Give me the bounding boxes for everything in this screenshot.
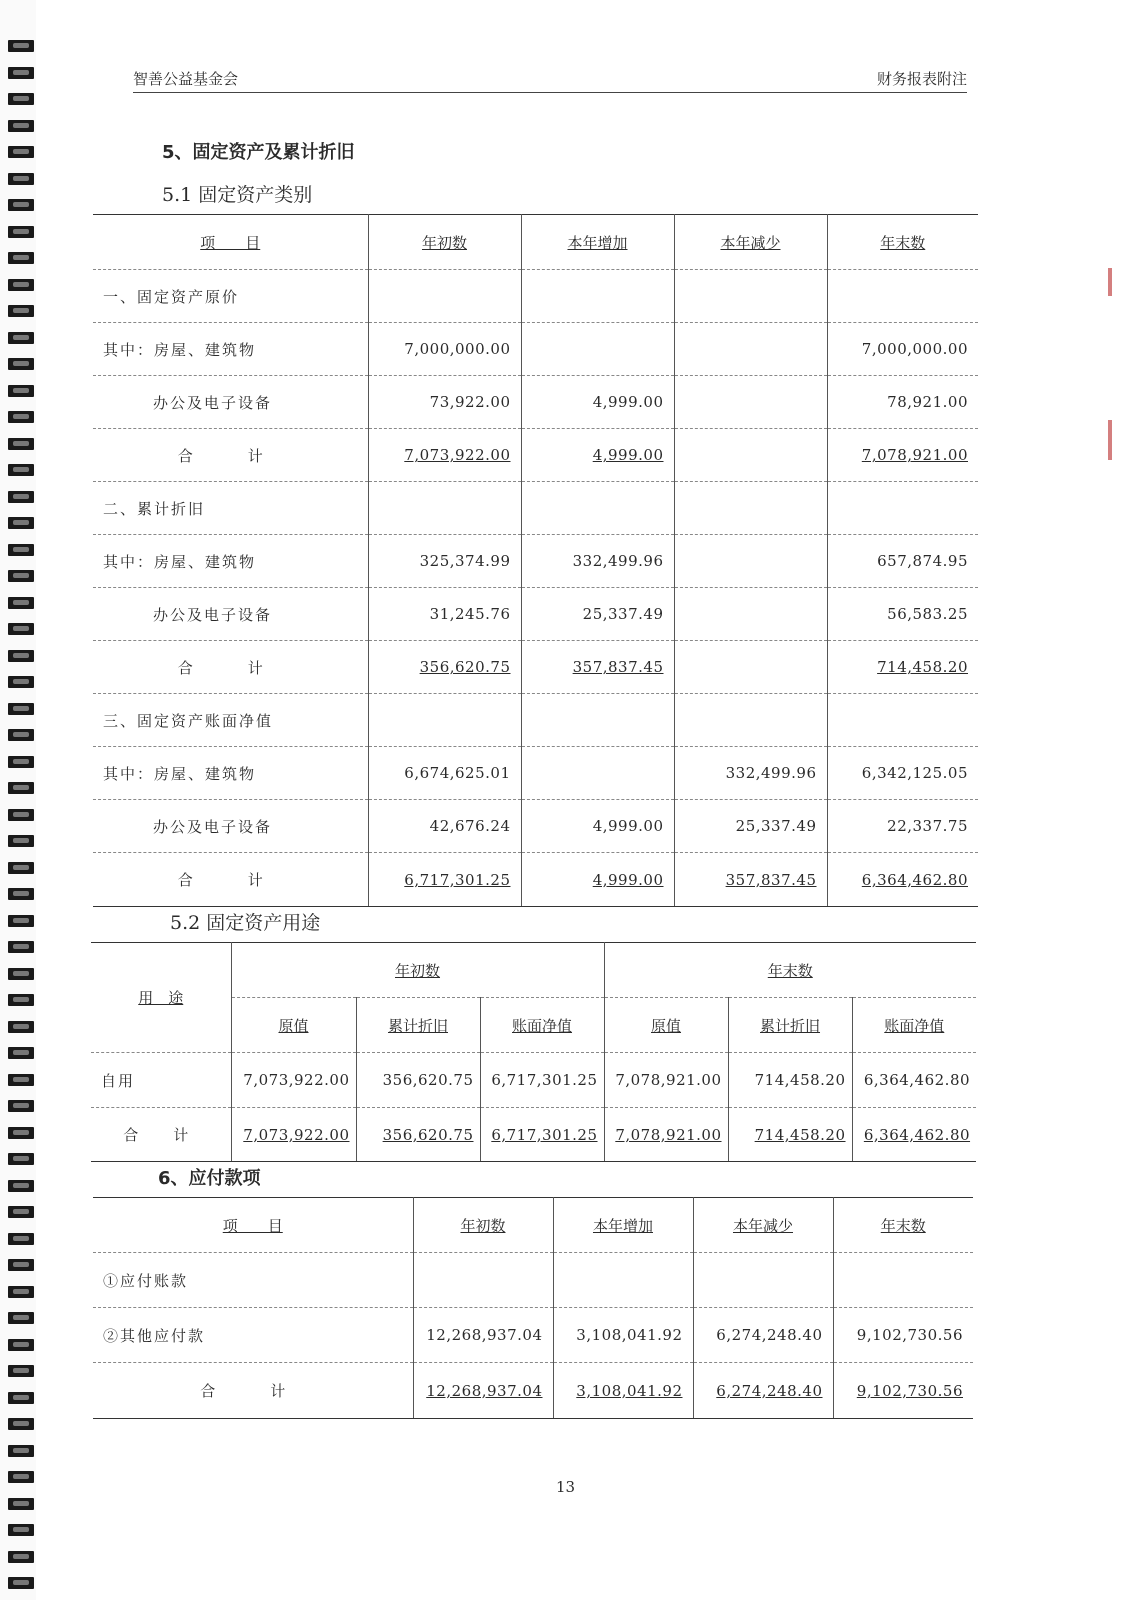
binding-ring (8, 703, 34, 715)
cell: 356,620.75 (356, 1108, 480, 1162)
binding-ring (8, 994, 34, 1006)
cell (833, 1253, 973, 1308)
cell: 9,102,730.56 (833, 1363, 973, 1419)
col-header: 年末数 (604, 943, 976, 998)
cell (368, 482, 521, 535)
cell: 12,268,937.04 (413, 1363, 553, 1419)
cell: 7,073,922.00 (231, 1108, 356, 1162)
cell (553, 1253, 693, 1308)
cell (674, 535, 827, 588)
margin-stamp-mark (1108, 420, 1112, 460)
cell: 42,676.24 (368, 800, 521, 853)
col-header: 本年减少 (693, 1198, 833, 1253)
binding-ring (8, 862, 34, 874)
table-header-row (91, 943, 976, 998)
row-label: 其中：房屋、建筑物 (93, 323, 368, 376)
col-header: 年初数 (368, 215, 521, 270)
cell: 714,458.20 (728, 1108, 852, 1162)
cell: 12,268,937.04 (413, 1308, 553, 1363)
binding-ring (8, 279, 34, 291)
cell: 9,102,730.56 (833, 1308, 973, 1363)
cell (674, 429, 827, 482)
cell: 6,717,301.25 (480, 1053, 604, 1108)
cell (827, 482, 978, 535)
binding-ring (8, 1206, 34, 1218)
row-label: 合 计 (93, 1363, 413, 1419)
binding-ring (8, 650, 34, 662)
col-header: 账面净值 (480, 998, 604, 1053)
fixed-asset-use-table (91, 942, 976, 1162)
col-header: 原值 (231, 998, 356, 1053)
table-total-row (93, 1363, 973, 1419)
col-header: 年末数 (827, 215, 978, 270)
cell: 6,364,462.80 (827, 853, 978, 907)
cell: 4,999.00 (521, 853, 674, 907)
binding-ring (8, 1074, 34, 1086)
table-row (93, 588, 978, 641)
col-header: 年末数 (833, 1198, 973, 1253)
binding-ring (8, 305, 34, 317)
cell (368, 270, 521, 323)
cell (674, 641, 827, 694)
table-row (93, 1253, 973, 1308)
margin-stamp-mark (1108, 268, 1112, 296)
cell: 7,073,922.00 (368, 429, 521, 482)
binding-ring (8, 1577, 34, 1589)
row-label: 办公及电子设备 (93, 800, 368, 853)
col-header: 年初数 (231, 943, 604, 998)
cell (827, 270, 978, 323)
table-row (93, 535, 978, 588)
cell: 6,674,625.01 (368, 747, 521, 800)
binding-ring (8, 1498, 34, 1510)
cell (674, 694, 827, 747)
cell (521, 270, 674, 323)
header-doc-title: 财务报表附注 (876, 70, 967, 88)
binding-ring (8, 1047, 34, 1059)
cell: 6,717,301.25 (480, 1108, 604, 1162)
binding-ring (8, 941, 34, 953)
binding-ring (8, 888, 34, 900)
header-org: 智善公益基金会 (133, 70, 239, 88)
cell: 3,108,041.92 (553, 1308, 693, 1363)
col-header: 项 目 (93, 215, 368, 270)
binding-ring (8, 1524, 34, 1536)
binding-ring (8, 835, 34, 847)
cell: 7,078,921.00 (604, 1053, 728, 1108)
binding-ring (8, 120, 34, 132)
binding-ring (8, 1180, 34, 1192)
cell: 4,999.00 (521, 429, 674, 482)
binding-ring (8, 1365, 34, 1377)
binding-ring (8, 570, 34, 582)
binding-ring (8, 411, 34, 423)
row-label: 办公及电子设备 (93, 376, 368, 429)
binding-ring (8, 544, 34, 556)
binding-ring (8, 1392, 34, 1404)
binding-ring (8, 1418, 34, 1430)
cell (521, 747, 674, 800)
binding-ring (8, 1021, 34, 1033)
cell: 6,274,248.40 (693, 1363, 833, 1419)
cell: 7,000,000.00 (368, 323, 521, 376)
row-label: 合 计 (91, 1108, 231, 1162)
row-label: 其中：房屋、建筑物 (93, 535, 368, 588)
table-total-row (93, 429, 978, 482)
page-number: 13 (555, 1478, 576, 1496)
cell: 22,337.75 (827, 800, 978, 853)
fixed-asset-category-table (93, 214, 978, 907)
cell (368, 694, 521, 747)
cell (674, 270, 827, 323)
cell: 31,245.76 (368, 588, 521, 641)
table-row (93, 376, 978, 429)
table-row (93, 270, 978, 323)
table-row (93, 482, 978, 535)
cell: 356,620.75 (368, 641, 521, 694)
binding-ring (8, 1259, 34, 1271)
cell (521, 694, 674, 747)
table-row (93, 323, 978, 376)
binding-ring (8, 1233, 34, 1245)
cell: 4,999.00 (521, 376, 674, 429)
cell (521, 482, 674, 535)
binding-ring (8, 491, 34, 503)
table-row (91, 1053, 976, 1108)
col-header: 用 途 (91, 943, 231, 1053)
binding-ring (8, 385, 34, 397)
binding-ring (8, 1445, 34, 1457)
binding-ring (8, 597, 34, 609)
col-header: 账面净值 (852, 998, 976, 1053)
binding-ring (8, 1100, 34, 1112)
binding-ring (8, 1312, 34, 1324)
binding-ring (8, 199, 34, 211)
section-5-1-title: 5.1 固定资产类别 (162, 184, 313, 206)
cell: 4,999.00 (521, 800, 674, 853)
binding-ring (8, 173, 34, 185)
cell: 7,073,922.00 (231, 1053, 356, 1108)
binding-ring (8, 358, 34, 370)
binding-ring (8, 464, 34, 476)
cell: 6,364,462.80 (852, 1053, 976, 1108)
binding-ring (8, 517, 34, 529)
binding-ring (8, 93, 34, 105)
row-label: 一、固定资产原价 (93, 270, 368, 323)
col-header: 本年增加 (521, 215, 674, 270)
binding-ring (8, 1127, 34, 1139)
table-total-row (91, 1108, 976, 1162)
table-total-row (93, 641, 978, 694)
cell: 332,499.96 (674, 747, 827, 800)
binding-ring (8, 809, 34, 821)
binding-strip (0, 0, 36, 1600)
col-header: 累计折旧 (728, 998, 852, 1053)
binding-ring (8, 438, 34, 450)
binding-ring (8, 968, 34, 980)
cell (693, 1253, 833, 1308)
row-label: 其中：房屋、建筑物 (93, 747, 368, 800)
cell: 357,837.45 (674, 853, 827, 907)
col-header: 年初数 (413, 1198, 553, 1253)
cell: 25,337.49 (521, 588, 674, 641)
binding-ring (8, 1339, 34, 1351)
col-header: 项 目 (93, 1198, 413, 1253)
cell: 357,837.45 (521, 641, 674, 694)
row-label: 办公及电子设备 (93, 588, 368, 641)
cell (674, 482, 827, 535)
cell: 7,078,921.00 (827, 429, 978, 482)
col-header: 本年减少 (674, 215, 827, 270)
table-header-row (93, 1198, 973, 1253)
cell: 6,717,301.25 (368, 853, 521, 907)
section-5-2-title: 5.2 固定资产用途 (170, 912, 321, 934)
cell: 78,921.00 (827, 376, 978, 429)
binding-ring (8, 729, 34, 741)
cell: 6,274,248.40 (693, 1308, 833, 1363)
cell: 25,337.49 (674, 800, 827, 853)
cell: 325,374.99 (368, 535, 521, 588)
cell: 714,458.20 (728, 1053, 852, 1108)
row-label: ①应付账款 (93, 1253, 413, 1308)
cell (521, 323, 674, 376)
row-label: 合 计 (93, 429, 368, 482)
cell: 3,108,041.92 (553, 1363, 693, 1419)
cell: 714,458.20 (827, 641, 978, 694)
col-header: 原值 (604, 998, 728, 1053)
binding-ring (8, 1286, 34, 1298)
cell: 657,874.95 (827, 535, 978, 588)
binding-ring (8, 332, 34, 344)
cell (674, 323, 827, 376)
binding-ring (8, 1551, 34, 1563)
row-label: 合 计 (93, 641, 368, 694)
page-header (133, 68, 967, 93)
cell: 6,364,462.80 (852, 1108, 976, 1162)
cell: 6,342,125.05 (827, 747, 978, 800)
table-header-row (93, 215, 978, 270)
cell (674, 376, 827, 429)
row-label: 二、累计折旧 (93, 482, 368, 535)
binding-ring (8, 623, 34, 635)
cell: 56,583.25 (827, 588, 978, 641)
row-label: 三、固定资产账面净值 (93, 694, 368, 747)
binding-ring (8, 676, 34, 688)
binding-ring (8, 40, 34, 52)
cell (674, 588, 827, 641)
section-6-title: 6、应付款项 (158, 1168, 261, 1189)
table-total-row (93, 853, 978, 907)
row-label: ②其他应付款 (93, 1308, 413, 1363)
binding-ring (8, 146, 34, 158)
row-label: 合 计 (93, 853, 368, 907)
binding-ring (8, 226, 34, 238)
binding-ring (8, 756, 34, 768)
cell (413, 1253, 553, 1308)
cell (827, 694, 978, 747)
table-row (93, 800, 978, 853)
col-header: 累计折旧 (356, 998, 480, 1053)
table-row (93, 1308, 973, 1363)
binding-ring (8, 252, 34, 264)
cell: 7,000,000.00 (827, 323, 978, 376)
row-label: 自用 (91, 1053, 231, 1108)
cell: 7,078,921.00 (604, 1108, 728, 1162)
cell: 73,922.00 (368, 376, 521, 429)
table-row (93, 747, 978, 800)
cell: 332,499.96 (521, 535, 674, 588)
binding-ring (8, 67, 34, 79)
table-row (93, 694, 978, 747)
payables-table (93, 1197, 973, 1419)
binding-ring (8, 915, 34, 927)
col-header: 本年增加 (553, 1198, 693, 1253)
binding-ring (8, 1153, 34, 1165)
binding-ring (8, 782, 34, 794)
section-5-title: 5、固定资产及累计折旧 (162, 142, 355, 163)
cell: 356,620.75 (356, 1053, 480, 1108)
